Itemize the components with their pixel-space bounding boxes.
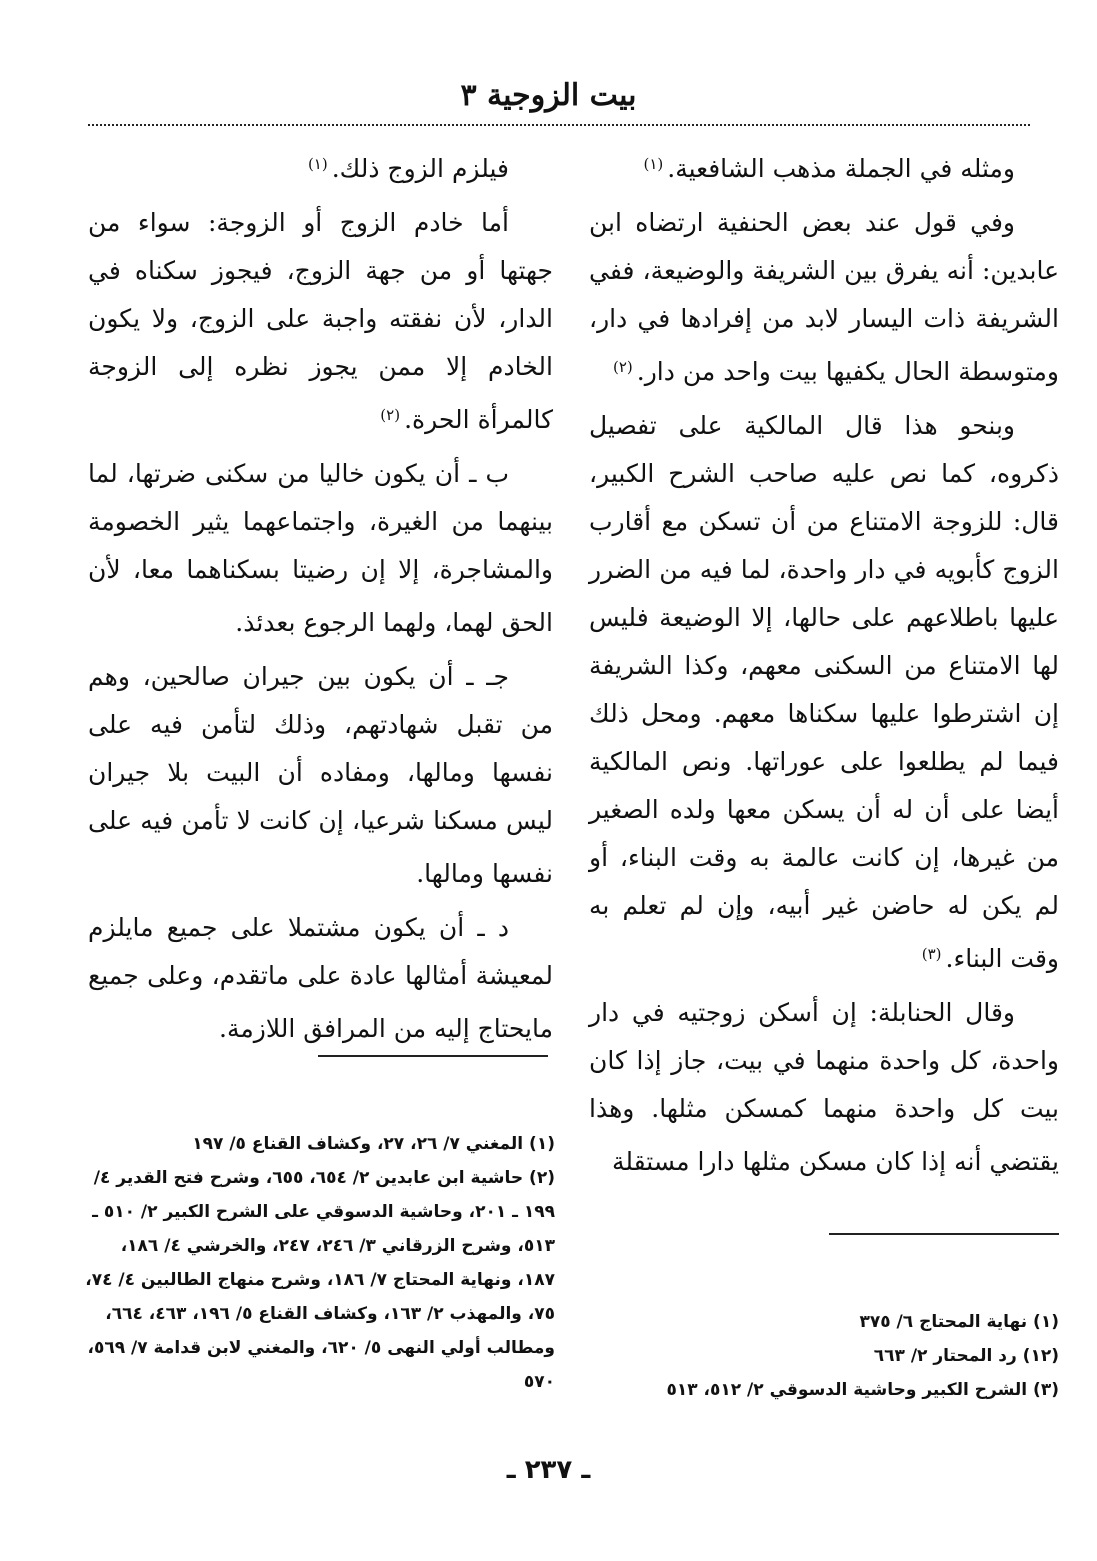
paragraph bbox=[589, 402, 1059, 983]
running-header-title: بيت الزوجية ٣ bbox=[460, 78, 637, 113]
paragraph-text: ومثله في الجملة مذهب الشافعية. bbox=[667, 154, 1015, 183]
page-number: ـ ٢٣٧ ـ bbox=[506, 1455, 591, 1485]
paragraph-text: فيلزم الزوج ذلك. bbox=[331, 154, 509, 183]
footnote-ref: (١) bbox=[307, 155, 328, 173]
paragraph bbox=[589, 140, 1059, 193]
footnote-ref: (٣) bbox=[921, 945, 942, 963]
footnote: (١) نهاية المحتاج ٦/ ٣٧٥ bbox=[859, 1312, 1059, 1332]
footnote-separator-left bbox=[318, 1055, 548, 1057]
paragraph bbox=[88, 653, 553, 898]
footnote-ref: (٢) bbox=[613, 358, 633, 376]
footnote: (١٢) رد المحتار ٢/ ٦٦٣ bbox=[873, 1346, 1059, 1366]
paragraph bbox=[589, 989, 1059, 1186]
footnote-ref: (٢) bbox=[380, 406, 401, 424]
footnotes-left bbox=[85, 1127, 555, 1399]
footnote: (٣) الشرح الكبير وحاشية الدسوقي ٢/ ٥١٢، ٥١٣ bbox=[666, 1380, 1059, 1400]
paragraph bbox=[88, 904, 553, 1053]
left-column bbox=[88, 140, 553, 1053]
paragraph-text: د ـ أن يكون مشتملا على جميع مايلزم لمعيشة أمثالها عادة على ماتقدم، وعلى جميع مايحتاج إليه من المرافق اللازمة. bbox=[88, 913, 553, 1043]
paragraph-text: وقال الحنابلة: إن أسكن زوجتيه في دار واحدة، كل واحدة منهما في بيت، جاز إذا كان بيت كل واحدة منهما كمسكن مثلها. وهذا يقتضي أنه إذا كان مسكن مثلها دارا مستقلة bbox=[589, 998, 1059, 1176]
paragraph bbox=[88, 140, 553, 193]
header-dotted-rule bbox=[88, 124, 1030, 126]
paragraph bbox=[88, 199, 553, 444]
paragraph-text: أما خادم الزوج أو الزوجة: سواء من جهتها أو من جهة الزوج، فيجوز سكناه في الدار، لأن نفقته واجبة على الزوج، ولا يكون الخادم إلا ممن يجوز نظره إلى الزوجة كالمرأة الحرة. bbox=[88, 208, 554, 434]
paragraph-text: وفي قول عند بعض الحنفية ارتضاه ابن عابدين: أنه يفرق بين الشريفة والوضيعة، ففي الشريفة ذات اليسار لابد من إفرادها في دار، ومتوسطة الحال يكفيها بيت واحد من دار. bbox=[589, 208, 1059, 386]
footnote-ref: (١) bbox=[643, 155, 664, 173]
right-column bbox=[589, 140, 1059, 1186]
paragraph-text: وبنحو هذا قال المالكية على تفصيل ذكروه، كما نص عليه صاحب الشرح الكبير، قال: للزوجة الامتناع من أن تسكن مع أقارب الزوج كأبويه في دار واحدة، لما فيه من الضرر عليها باطلاعهم على حالها، إلا الوضيعة فليس لها الامتناع من السكنى معهم، وكذا الشريفة إن اشترطوا عليها سكناها معهم. ومحل ذلك فيما لم يطلعوا على عوراتها. ونص المالكية أيضا على أن له أن يسكن معها ولده الصغير من غيرها، إن كانت عالمة به وقت البناء، أو لم يكن له حاضن غير أبيه، وإن لم تعلم به وقت البناء. bbox=[589, 411, 1059, 973]
paragraph-text: جـ ـ أن يكون بين جيران صالحين، وهم من تقبل شهادتهم، وذلك لتأمن فيه على نفسها ومالها، ومفاده أن البيت بلا جيران ليس مسكنا شرعيا، إن كانت لا تأمن فيه على نفسها ومالها. bbox=[88, 662, 553, 888]
footnote: (٢) حاشية ابن عابدين ٢/ ٦٥٤، ٦٥٥، وشرح فتح القدير ٤/ ١٩٩ ـ ٢٠١، وحاشية الدسوقي على الشرح الكبير ٢/ ٥١٠ ـ ٥١٣، وشرح الزرقاني ٣/ ٢٤٦، ٢٤٧، والخرشي ٤/ ١٨٦، ١٨٧، ونهاية المحتاج ٧/ ١٨٦، وشرح منهاج الطالبين ٤/ ٧٤، ٧٥، والمهذب ٢/ ١٦٣، وكشاف القناع ٥/ ١٩٦، ٤٦٣، ٦٦٤، ومطالب أولي النهى ٥/ ٦٢٠، والمغني لابن قدامة ٧/ ٥٦٩، ٥٧٠ bbox=[85, 1168, 555, 1392]
footnote-separator-right bbox=[829, 1233, 1059, 1235]
paragraph bbox=[589, 199, 1059, 396]
paragraph-text: ب ـ أن يكون خاليا من سكنى ضرتها، لما بينهما من الغيرة، واجتماعهما يثير الخصومة والمشاجرة، إلا إن رضيتا بسكناهما معا، لأن الحق لهما، ولهما الرجوع بعدئذ. bbox=[88, 459, 553, 637]
footnote: (١) المغني ٧/ ٢٦، ٢٧، وكشاف القناع ٥/ ١٩٧ bbox=[192, 1134, 555, 1154]
footnotes-right bbox=[589, 1305, 1059, 1407]
paragraph bbox=[88, 450, 553, 647]
